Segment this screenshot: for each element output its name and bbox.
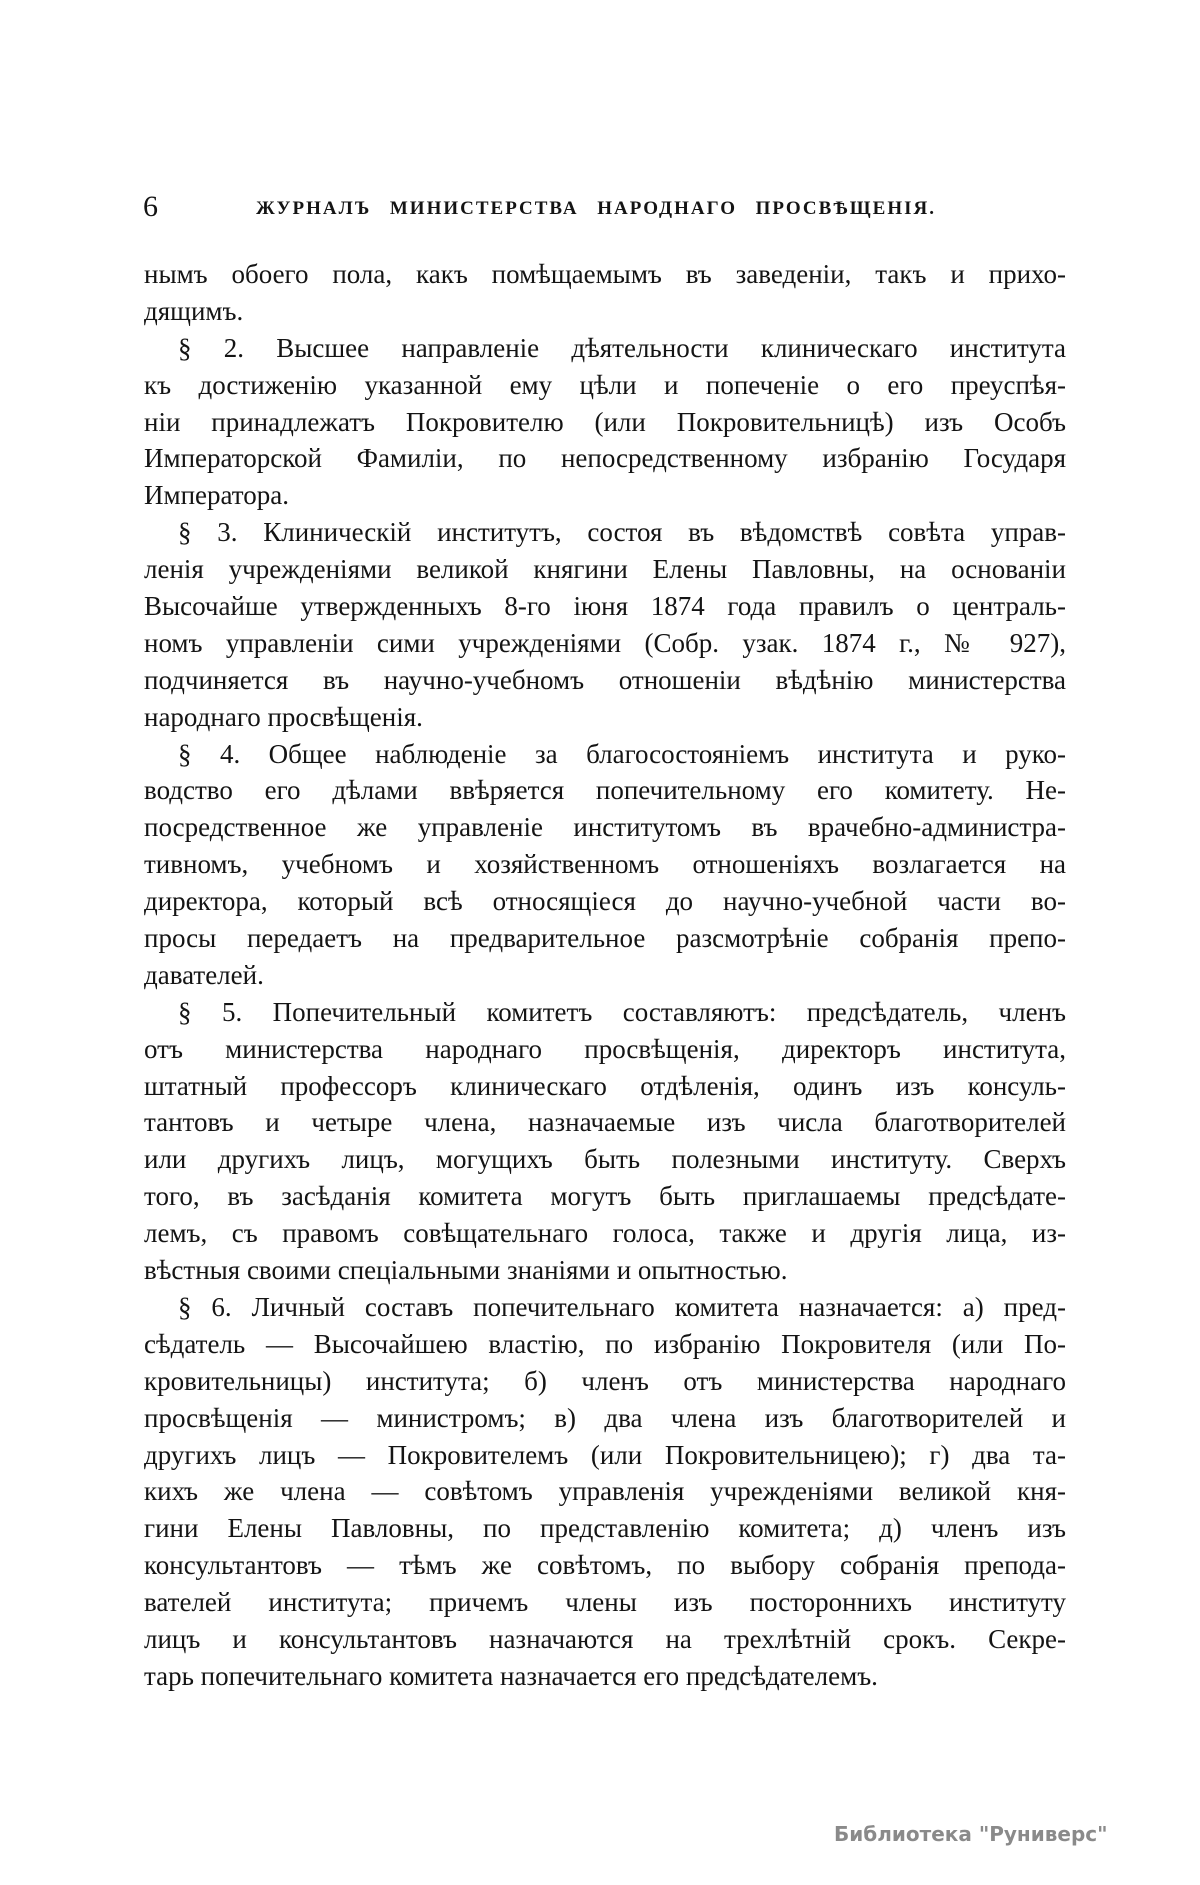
text-line: ленія учрежденіями великой княгини Елены Павловны, на основаніи — [144, 554, 1066, 585]
text-line: лемъ, съ правомъ совѣщательнаго голоса, также и другія лица, из- — [144, 1218, 1066, 1249]
text-line: директора, который всѣ относящіеся до научно-учебной части во- — [144, 886, 1066, 917]
paragraph-start-line: § 5. Попечительный комитетъ составляютъ: предсѣдатель, членъ — [178, 996, 1066, 1027]
text-line: штатный профессоръ клиническаго отдѣленія, одинъ изъ консуль- — [144, 1070, 1066, 1101]
text-line: отъ министерства народнаго просвѣщенія, директоръ института, — [144, 1033, 1066, 1064]
text-line: подчиняется въ научно-учебномъ отношеніи вѣдѣнію министерства — [144, 664, 1066, 695]
paragraph-start-line: § 6. Личный составъ попечительнаго комитета назначается: а) пред- — [178, 1291, 1066, 1322]
text-line: ніи принадлежатъ Покровителю (или Покровительницѣ) изъ Особъ — [144, 406, 1066, 437]
text-line: номъ управленіи сими учрежденіями (Собр. узак. 1874 г., № 927), — [144, 627, 1066, 658]
library-watermark: Библиотека "Руниверс" — [834, 1822, 1108, 1846]
text-line: давателей. — [144, 959, 264, 990]
text-line: кихъ же члена — совѣтомъ управленія учрежденіями великой кня- — [144, 1476, 1066, 1507]
text-line: Императора. — [144, 480, 289, 511]
text-line: Императорской Фамиліи, по непосредственному избранію Государя — [144, 443, 1066, 474]
text-line: тантовъ и четыре члена, назначаемые изъ числа благотворителей — [144, 1107, 1066, 1138]
text-line: народнаго просвѣщенія. — [144, 701, 423, 732]
text-line: вѣстныя своими спеціальными знаніями и опытностью. — [144, 1255, 788, 1286]
text-line: дящимъ. — [144, 295, 244, 326]
page-number: 6 — [143, 190, 158, 223]
paragraph-start-line: § 3. Клиническій институтъ, состоя въ вѣдомствѣ совѣта управ- — [178, 517, 1066, 548]
text-line: посредственное же управленіе институтомъ въ врачебно-администра- — [144, 812, 1066, 843]
text-line: консультантовъ — тѣмъ же совѣтомъ, по выбору собранія препода- — [144, 1550, 1066, 1581]
text-line: кровительницы) института; б) членъ отъ министерства народнаго — [144, 1365, 1066, 1396]
text-line: Высочайше утвержденныхъ 8-го іюня 1874 года правилъ о централь- — [144, 591, 1066, 622]
paragraph-start-line: § 2. Высшее направленіе дѣятельности клиническаго института — [178, 332, 1066, 363]
text-line: просвѣщенія — министромъ; в) два члена изъ благотворителей и — [144, 1402, 1066, 1433]
text-line: просы передаетъ на предварительное разсмотрѣніе собранія препо- — [144, 923, 1066, 954]
running-title: ЖУРНАЛЪ МИНИСТЕРСТВА НАРОДНАГО ПРОСВѢЩЕНІЯ. — [256, 198, 936, 219]
text-line: лицъ и консультантовъ назначаются на трехлѣтній срокъ. Секре- — [144, 1623, 1066, 1654]
text-line: или другихъ лицъ, могущихъ быть полезными институту. Сверхъ — [144, 1144, 1066, 1175]
text-line: вателей института; причемъ члены изъ постороннихъ институту — [144, 1587, 1066, 1618]
text-line: тарь попечительнаго комитета назначается его предсѣдателемъ. — [144, 1660, 878, 1691]
text-line: водство его дѣлами ввѣряется попечительному его комитету. Не- — [144, 775, 1066, 806]
text-line: нымъ обоего пола, какъ помѣщаемымъ въ заведеніи, такъ и прихо- — [144, 259, 1066, 289]
body-text — [144, 256, 1066, 1695]
text-line: другихъ лицъ — Покровителемъ (или Покровительницею); г) два та- — [144, 1439, 1066, 1470]
text-line: къ достиженію указанной ему цѣли и попеченіе о его преуспѣя- — [144, 369, 1066, 400]
text-line: сѣдатель — Высочайшею властію, по избранію Покровителя (или По- — [144, 1328, 1066, 1359]
text-line: гини Елены Павловны, по представленію комитета; д) членъ изъ — [144, 1513, 1066, 1544]
text-line: того, въ засѣданія комитета могутъ быть приглашаемы предсѣдате- — [144, 1181, 1066, 1212]
paragraph-start-line: § 4. Общее наблюденіе за благосостояніемъ института и руко- — [178, 738, 1066, 769]
text-line: тивномъ, учебномъ и хозяйственномъ отношеніяхъ возлагается на — [144, 849, 1066, 880]
